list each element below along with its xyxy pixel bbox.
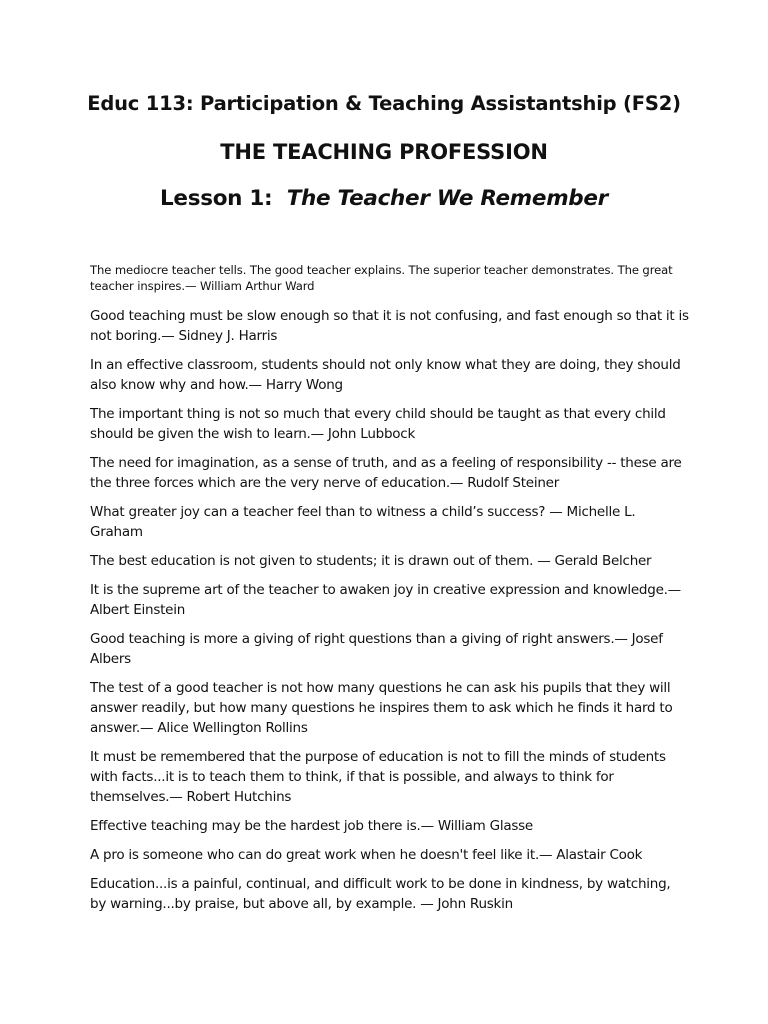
course-title: Educ 113: Participation & Teaching Assistantship (FS2) (87, 92, 681, 115)
quote-item: It is the supreme art of the teacher to awaken joy in creative expression and knowledge.— Albert Einstein (90, 582, 681, 618)
quote-item: What greater joy can a teacher feel than to witness a child’s success? — Michelle L. Graham (90, 504, 636, 540)
lesson-name: The Teacher We Remember (286, 186, 608, 211)
quote-item: Effective teaching may be the hardest job there is.— William Glasse (90, 818, 533, 834)
quote-item: It must be remembered that the purpose of education is not to fill the minds of students with facts...it is to teach them to think, if that is possible, and always to think for themselves.— Robert Hutchins (90, 749, 666, 805)
main-title: THE TEACHING PROFESSION (220, 140, 548, 164)
lesson-title (0, 186, 768, 211)
quote-item: Good teaching is more a giving of right questions than a giving of right answers.— Josef Albers (90, 631, 663, 667)
quote-item: The test of a good teacher is not how many questions he can ask his pupils that they will answer readily, but how many questions he inspires them to ask which he finds it hard to answer.— Alice Wellington Rollins (90, 680, 673, 736)
quote-item: In an effective classroom, students should not only know what they are doing, they should also know why and how.— Harry Wong (90, 357, 681, 393)
quote-item: Good teaching must be slow enough so that it is not confusing, and fast enough so that it is not boring.— Sidney J. Harris (90, 308, 689, 344)
quote-item: The best education is not given to students; it is drawn out of them. — Gerald Belcher (90, 553, 652, 569)
lesson-prefix: Lesson 1: (160, 186, 273, 211)
quotes-list (90, 262, 690, 923)
quote-item: A pro is someone who can do great work when he doesn't feel like it.— Alastair Cook (90, 847, 643, 863)
quote-item: Education...is a painful, continual, and difficult work to be done in kindness, by watching, by warning...by praise, but above all, by example. — John Ruskin (90, 876, 671, 912)
quote-item: The mediocre teacher tells. The good teacher explains. The superior teacher demonstrates. The great teacher inspires.— William Arthur Ward (90, 263, 673, 293)
quote-item: The important thing is not so much that every child should be taught as that every child should be given the wish to learn.— John Lubbock (90, 406, 666, 442)
quote-item: The need for imagination, as a sense of truth, and as a feeling of responsibility -- these are the three forces which are the very nerve of education.— Rudolf Steiner (90, 455, 682, 491)
